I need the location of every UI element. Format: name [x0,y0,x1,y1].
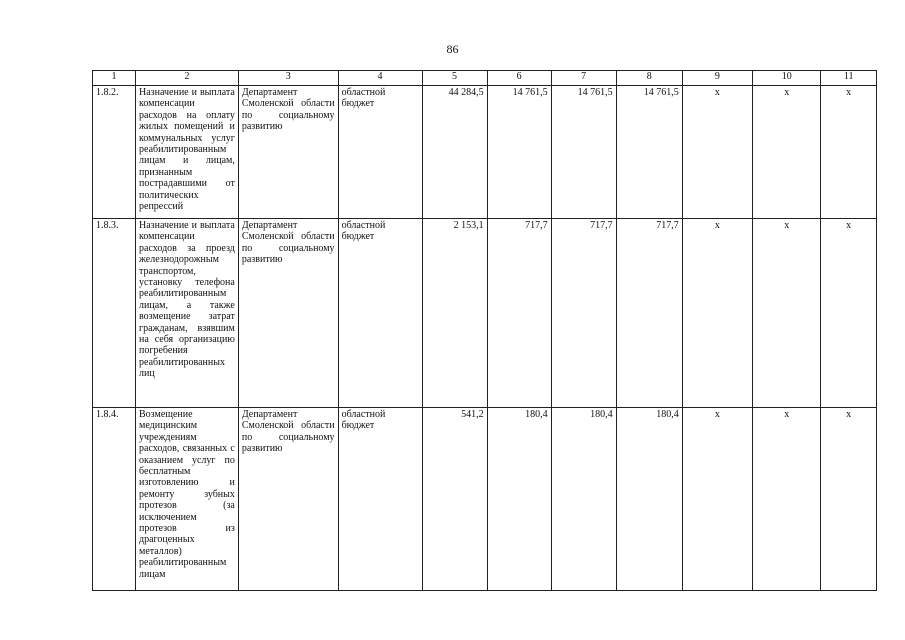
item-col-10: х [753,408,821,591]
item-col-11: х [821,86,877,219]
item-year-3: 717,7 [616,219,682,408]
item-code: 1.8.2. [93,86,136,219]
item-year-3: 180,4 [616,408,682,591]
item-year-2: 717,7 [551,219,616,408]
item-year-2: 180,4 [551,408,616,591]
column-number: 3 [238,71,338,86]
column-number: 7 [551,71,616,86]
column-number: 11 [821,71,877,86]
column-number-row [93,71,877,86]
item-name: Назначение и выплата компенсации расходов за проезд железнодорожным транспортом, установку телефона реабилитированным лицам, а также возмещение затрат гражданам, взявшим на себя организацию погребения реабилитированных лиц [136,219,239,408]
column-number: 5 [422,71,487,86]
item-year-3: 14 761,5 [616,86,682,219]
column-number: 8 [616,71,682,86]
column-number: 1 [93,71,136,86]
page-number: 86 [446,42,459,56]
table-row [93,408,877,591]
item-funding-source: областной бюджет [338,86,422,219]
item-year-1: 717,7 [487,219,551,408]
item-code: 1.8.3. [93,219,136,408]
item-year-1: 14 761,5 [487,86,551,219]
column-number: 6 [487,71,551,86]
table-row [93,86,877,219]
column-number: 10 [753,71,821,86]
column-number: 4 [338,71,422,86]
item-name: Возмещение медицинским учреждениям расходов, связанных с оказанием услуг по бесплатным изготовлению и ремонту зубных протезов (за исключением протезов из драгоценных металлов) реабилитированным лицам [136,408,239,591]
item-col-10: х [753,219,821,408]
item-executor: Департамент Смоленской области по социальному развитию [238,86,338,219]
item-col-11: х [821,408,877,591]
item-funding-source: областной бюджет [338,408,422,591]
item-year-1: 180,4 [487,408,551,591]
item-col-9: х [682,86,752,219]
item-executor: Департамент Смоленской области по социальному развитию [238,219,338,408]
item-year-2: 14 761,5 [551,86,616,219]
item-col-9: х [682,219,752,408]
column-number: 2 [136,71,239,86]
item-total: 2 153,1 [422,219,487,408]
item-name: Назначение и выплата компенсации расходов на оплату жилых помещений и коммунальных услуг реабилитированным лицам и лицам, признанным пострадавшими от политических репрессий [136,86,239,219]
item-col-9: х [682,408,752,591]
item-col-10: х [753,86,821,219]
table-row [93,219,877,408]
item-col-11: х [821,219,877,408]
item-executor: Департамент Смоленской области по социальному развитию [238,408,338,591]
item-total: 44 284,5 [422,86,487,219]
item-code: 1.8.4. [93,408,136,591]
item-funding-source: областной бюджет [338,219,422,408]
item-total: 541,2 [422,408,487,591]
program-activities-table [92,70,877,591]
column-number: 9 [682,71,752,86]
